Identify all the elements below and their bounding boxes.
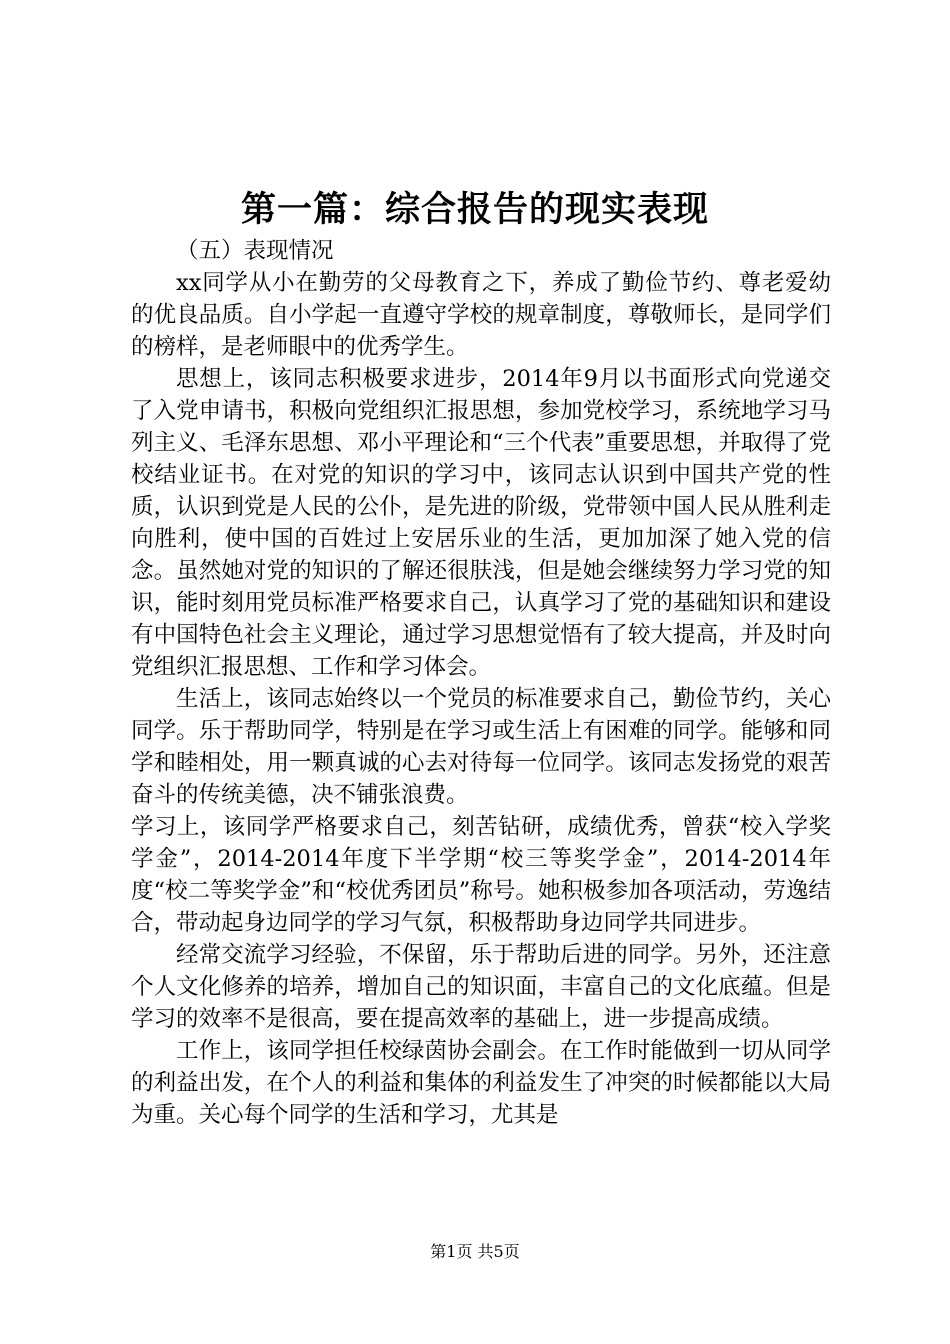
- paragraph-work: 工作上，该同学担任校绿茵协会副会。在工作时能做到一切从同学的利益出发，在个人的利益和集体的利益发生了冲突的时候都能以大局为重。关心每个同学的生活和学习，尤其是: [131, 1038, 831, 1128]
- document-body: [131, 235, 831, 1131]
- paragraph-ideology: 思想上，该同志积极要求进步，2014年9月以书面形式向党递交了入党申请书，积极向党组织汇报思想，参加党校学习，系统地学习马列主义、毛泽东思想、邓小平理论和“三个代表”重要思想，并取得了党校结业证书。在对党的知识的学习中，该同志认识到中国共产党的性质，认识到党是人民的公仆，是先进的阶级，党带领中国人民从胜利走向胜利，使中国的百姓过上安居乐业的生活，更加加深了她入党的信念。虽然她对党的知识的了解还很肤浅，但是她会继续努力学习党的知识，能时刻用党员标准严格要求自己，认真学习了党的基础知识和建设有中国特色社会主义理论，通过学习思想觉悟有了较大提高，并及时向党组织汇报思想、工作和学习体会。: [131, 366, 831, 680]
- page-footer: 第1页 共5页: [430, 1242, 520, 1261]
- paragraph-experience: 经常交流学习经验，不保留，乐于帮助后进的同学。另外，还注意个人文化修养的培养，增加自己的知识面，丰富自己的文化底蕴。但是学习的效率不是很高，要在提高效率的基础上，进一步提高成绩。: [131, 942, 831, 1032]
- paragraph-study: 学习上，该同学严格要求自己，刻苦钻研，成绩优秀，曾获“校入学奖学金”，2014-2014年度下半学期“校三等奖学金”，2014-2014年度“校二等奖学金”和“校优秀团员”称号。她积极参加各项活动，劳逸结合，带动起身边同学的学习气氛，积极帮助身边同学共同进步。: [131, 814, 831, 936]
- paragraph-life: 生活上，该同志始终以一个党员的标准要求自己，勤俭节约，关心同学。乐于帮助同学，特别是在学习或生活上有困难的同学。能够和同学和睦相处，用一颗真诚的心去对待每一位同学。该同志发扬党的艰苦奋斗的传统美德，决不铺张浪费。: [131, 686, 831, 808]
- document-title: 第一篇：综合报告的现实表现: [240, 189, 709, 230]
- paragraph-intro: xx同学从小在勤劳的父母教育之下，养成了勤俭节约、尊老爱幼的优良品质。自小学起一直遵守学校的规章制度，尊敬师长，是同学们的榜样，是老师眼中的优秀学生。: [131, 270, 831, 360]
- section-heading: （五）表现情况: [176, 238, 334, 264]
